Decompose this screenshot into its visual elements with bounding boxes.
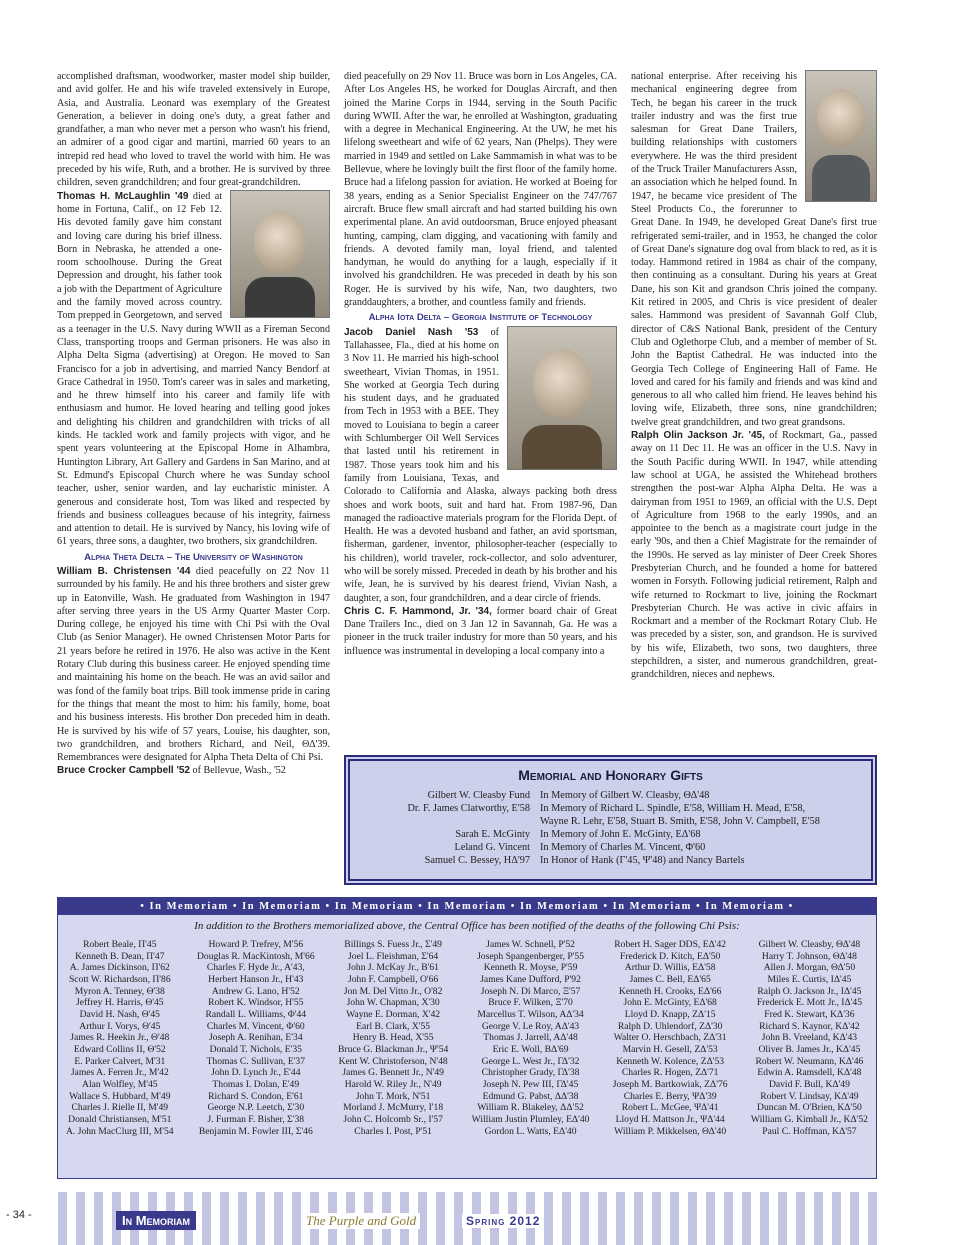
memoriam-name: James Kane Dufford, P'92 [480, 973, 581, 985]
memoriam-name: William G. Kimball Jr., KΔ'52 [750, 1113, 868, 1125]
memoriam-name: Harry T. Johnson, ΘΔ'48 [761, 950, 857, 962]
memorial-gifts-box [344, 755, 877, 885]
page-number: - 34 - [6, 1209, 32, 1221]
memoriam-name: Morland J. McMurry, I'18 [343, 1102, 444, 1114]
memoriam-name: A. John MacClurg III, M'54 [66, 1125, 174, 1137]
gift-row: Wayne R. Lehr, E'58, Stuart B. Smith, E'58, John V. Campbell, E'58 [540, 816, 820, 827]
hammond-name: Chris C. F. Hammond, Jr. '34, [344, 605, 492, 617]
memoriam-name: Miles E. Curtis, IΔ'45 [767, 973, 852, 985]
memoriam-name: J. Furman F. Bisher, Σ'38 [207, 1113, 305, 1125]
memoriam-column [751, 939, 868, 1137]
memoriam-columns [58, 939, 876, 1137]
memoriam-name: Wallace S. Hubbard, M'49 [69, 1090, 171, 1102]
memoriam-name: Richard S. Condon, E'61 [208, 1090, 304, 1102]
memoriam-name: Thomas I. Dolan, E'49 [212, 1078, 300, 1090]
memoriam-name: Thomas C. Sullivan, E'37 [206, 1055, 306, 1067]
memoriam-name: Marvin H. Gesell, ZΔ'53 [622, 1043, 718, 1055]
hammond-obit: Chris C. F. Hammond, Jr. '34, former board chair of Great Dane Trailers Inc., died on 3 Jan 12 in Savannah, Ga. He was a pioneer in the truck trailer industry for more than 50 years, and his influence was instrumental in developing a local company into a [344, 605, 617, 657]
memoriam-name: George V. Le Roy, AΔ'43 [481, 1020, 580, 1032]
memoriam-name: Edwin A. Ramsdell, KΔ'48 [757, 1067, 862, 1079]
memoriam-name: Charles R. Hogen, ZΔ'71 [621, 1067, 719, 1079]
memoriam-name: Lloyd H. Mattson Jr., ΨΔ'44 [615, 1113, 725, 1125]
memoriam-name: Richard S. Kaynor, KΔ'42 [759, 1020, 860, 1032]
memoriam-name: A. James Dickinson, Π'62 [69, 962, 170, 974]
memoriam-name: Kenneth B. Dean, Π'47 [75, 950, 165, 962]
memoriam-name: Earl B. Clark, X'55 [356, 1020, 431, 1032]
memoriam-name: Joel L. Fleishman, Σ'64 [348, 950, 439, 962]
memoriam-name: James R. Heekin Jr., Θ'48 [70, 1032, 170, 1044]
memoriam-name: Robert H. Sager DDS, EΔ'42 [614, 939, 727, 950]
memoriam-name: John D. Lynch Jr., E'44 [211, 1067, 301, 1079]
memoriam-column [613, 939, 728, 1137]
memoriam-name: Joseph A. Renihan, E'34 [208, 1032, 303, 1044]
section-tag: In Memoriam [116, 1211, 196, 1230]
memoriam-name: Joseph Spangenberger, P'55 [477, 950, 585, 962]
memoriam-column [66, 939, 174, 1137]
memoriam-name: Gordon L. Watts, EΔ'40 [484, 1125, 577, 1137]
memoriam-name: John J. McKay Jr., B'61 [347, 962, 439, 974]
memoriam-name: Kenneth W. Kolence, ZΔ'53 [616, 1055, 725, 1067]
memoriam-name: Billings S. Fuess Jr., Σ'49 [344, 939, 442, 950]
campbell-name: Bruce Crocker Campbell '52 [57, 765, 190, 777]
memoriam-name: Joseph N. Pew III, ΓΔ'45 [482, 1078, 579, 1090]
memoriam-name: Duncan M. O'Brien, KΔ'50 [757, 1102, 862, 1114]
nash-name: Jacob Daniel Nash '53 [344, 326, 479, 338]
memoriam-name: Charles I. Post, P'51 [354, 1125, 432, 1137]
memoriam-name: Frederick D. Kitch, EΔ'50 [619, 950, 721, 962]
memoriam-name: Eric E. Woll, BΔ'69 [492, 1043, 569, 1055]
memoriam-name: Robert K. Windsor, H'55 [208, 997, 304, 1009]
memoriam-name: Kenneth H. Crooks, EΔ'66 [618, 985, 722, 997]
memoriam-name: Arthur I. Vorys, Θ'45 [79, 1020, 161, 1032]
memoriam-name: Arthur D. Willis, EΔ'58 [624, 962, 716, 974]
memoriam-name: Allen J. Morgan, ΘΔ'50 [763, 962, 856, 974]
memoriam-name: Edward Collins II, Θ'52 [73, 1043, 166, 1055]
mclaughlin-obit: Thomas H. McLaughlin '49 died at home in Fortuna, Calif., on 12 Feb 12. His devoted family gave him constant and loving care during his brief illness. Born in Nebraska, he attended a one-room schoolhouse. During the Great Depression and drought, his father took a job with the Department of Agriculture and the family moved across country. Tom prepped in Georgetown, and served as a teenager in the U.S. Navy during WWII as a Fireman Second Class, transporting troops and German prisoners. He was also in Alpha Delta Sigma (advertising) at Oregon. He moved to San Francisco for a job in advertising, and married Nancy Bendorf at Grace Cathedral in 1950. Tom's career was in sales and marketing, and he threw himself into his career and family life with enthusiasm and humor. He loved hearing and telling good jokes and delighting his children and grandchildren with tricks of all kinds. He tackled work and family projects with vigor, and he spent years volunteering at the Episcopal Home in Alhambra, Huntington Library, Art Gallery and Gardens in San Marino, and at St. Edmund's Episcopal Church where he was Sunday school teacher, usher, senior warden, and lay eucharistic minister. A generous and considerate host, Tom was liked and respected by friends and business colleagues because of his integrity, fairness and attention to detail. He is survived by Nancy, his loving wife of 61 years, three sons, a daughter, two brothers, six grandchildren. [57, 190, 330, 548]
jackson-obit: Ralph Olin Jackson Jr. '45, of Rockmart, Ga., passed away on 11 Dec 11. He was an officer in the U.S. Navy in the South Pacific during WWII. In 1947, while attending law school at UGA, he assisted the Whitehead brothers strengthen the post-war Alpha Alpha Delta. He was a dairyman from 1951 to 1969, an official with the U.S. Dept of Agriculture from 1968 to the early 1990s, and an appointee to the bench as a magistrate court judge in the early '90s, and then a Chief Magistrate for the remainder of the 1990s. He served as lay minister of Deer Creek Shores Presbyterian Church, and he founded a home for battered women in Forsyth. Following judicial retirement, Ralph and wife returned to Rockmart to live, joining the Rockmart Presbyterian Church. He was active in civic affairs in Rockmart and a member of the Rockmart Rotary Club. He was preceded by a sister, son, and grandson. He is survived by his wife, Elizabeth, two sons, two daughters, three stepchildren, a sister, and numerous grandchildren, great-grandchildren, nieces and nephews. [631, 430, 877, 681]
column-3 [631, 70, 877, 682]
memoriam-name: William P. Mikkelsen, ΘΔ'40 [614, 1125, 727, 1137]
memoriam-name: E. Parker Calvert, M'31 [74, 1055, 166, 1067]
section-uw: Alpha Theta Delta – The University of Washington [84, 551, 303, 563]
memoriam-name: Thomas J. Jarrell, AΔ'48 [483, 1032, 578, 1044]
memoriam-name: George N.P. Leetch, Σ'30 [207, 1102, 305, 1114]
memoriam-name: Jeffrey H. Harris, Θ'45 [76, 997, 164, 1009]
memoriam-name: Robert V. Lindsay, KΔ'49 [760, 1090, 859, 1102]
memoriam-column [472, 939, 590, 1137]
hammond-photo [805, 70, 877, 202]
memoriam-header: • In Memoriam • In Memoriam • In Memoriam • In Memoriam • In Memoriam • In Memoriam • In Memoriam • [58, 898, 876, 915]
memoriam-column [338, 939, 448, 1137]
memoriam-name: Harold W. Riley Jr., N'49 [344, 1078, 442, 1090]
mclaughlin-photo [230, 190, 330, 318]
in-memoriam-panel [57, 897, 877, 1179]
memoriam-name: Charles F. Hyde Jr., A'43, [206, 962, 305, 974]
memoriam-name: Andrew G. Lano, H'52 [211, 985, 300, 997]
nash-obit: Jacob Daniel Nash '53 of Tallahassee, Fla., died at his home on 3 Nov 11. He married his high-school sweetheart, Vivian Thomas, in 1951. She worked at Georgia Tech during his student days, and he graduated from Tech in 1953 with a BEE. They moved to Louisiana to begin a career with Schlumberger Oil Well Services that lasted until his retirement in 1987. Those years took him and his family from Louisiana, Texas, and Colorado to California and Alaska, always packing both dress shoes and work boots, suit and hard hat. From 1987-96, Dan managed the radioactive materials program for the Florida Dept. of Health. He was a devoted husband and father, an avid sportsman, fisherman, gardener, inventor, philosopher-teacher (especially to his children), world traveler, rock-collector, and solo adventurer, who will be sorely missed. Preceded in death by his brother and his wife, Jean, he is survived by his dearest friend, Vivian Nash, a daughter, a son, four grandchildren, and a dear circle of friends. [344, 326, 617, 604]
memoriam-name: James W. Schnell, P'52 [486, 939, 575, 950]
memoriam-name: Alan Wolfley, M'45 [82, 1078, 158, 1090]
column-1 [57, 70, 330, 778]
memoriam-column [197, 939, 315, 1137]
memoriam-name: John W. Chapman, X'30 [346, 997, 440, 1009]
christensen-name: William B. Christensen '44 [57, 565, 191, 577]
memoriam-name: Benjamin M. Fowler III, Σ'46 [198, 1125, 313, 1137]
memoriam-name: Robert W. Neumann, KΔ'46 [755, 1055, 864, 1067]
memoriam-name: Bruce G. Blackman Jr., Ψ'54 [337, 1043, 449, 1055]
memoriam-name: John C. Holcomb Sr., I'57 [343, 1113, 443, 1125]
section-gt: Alpha Iota Delta – Georgia Institute of Technology [368, 312, 593, 324]
memoriam-name: John E. McGinty, EΔ'68 [623, 997, 717, 1009]
memoriam-name: Marcellus T. Wilson, AΔ'34 [477, 1008, 584, 1020]
memoriam-name: Douglas R. MacKintosh, M'66 [196, 950, 315, 962]
memoriam-name: Charles M. Vincent, Φ'60 [206, 1020, 305, 1032]
gift-row: Leland G. Vincent In Memory of Charles M. Vincent, Φ'60 [454, 842, 706, 853]
leonard-obit-end: accomplished draftsman, woodworker, master model ship builder, and avid golfer. He and his wife traveled extensively in Europe, Asia, and Australia. Leonard was exemplary of the Greatest Generation, a believer in doing one's duty, a great father and grandfather, a man who never met a person who wasn't his friend, an admirer of a good cigar and martini, married 60 years to an intrepid red head who loved to travel the world with him. He was preceded by his wife, Ruth, and a brother. He is survived by three children, seven grandchildren; and four great-grandchildren. [57, 71, 330, 189]
gift-row: Gilbert W. Cleasby Fund In Memory of Gilbert W. Cleasby, ΘΔ'48 [427, 790, 710, 801]
memoriam-name: James G. Bennett Jr., N'49 [342, 1067, 444, 1079]
memoriam-name: Fred K. Stewart, KΔ'36 [764, 1008, 855, 1020]
memoriam-name: Charles J. Rielle II, M'49 [71, 1102, 169, 1114]
memoriam-name: Lloyd D. Knapp, ZΔ'15 [624, 1008, 716, 1020]
memoriam-name: Scott W. Richardson, Π'86 [68, 973, 171, 985]
christensen-obit: William B. Christensen '44 died peacefully on 22 Nov 11 surrounded by his family. He and his three brothers and sister grew up in Eatonville, Wash. He graduated from Washington in 1947 after serving three years in the US Army Quarter Master Corp. During college, he enjoyed his time with Chi Psi with the Oval Club (as Senior Manager). He owned Christensen Motor Parts for 21 years before he retired in 1976. He also was active in the Kent Rotary Club during this business career. He enjoyed spending time and maintaining his home on the beach. He was an avid sailor and was fond of the family boat trips. Bill took immense pride in caring for the things that meant the most to him: his family, home, boat and his business interests. His brother Don preceded him in death. He is survived by his wife of 57 years, Louise, his daughter, son, two grandchildren, and brothers Richard, and Neil, ΘΔ'39. Remembrances were designated for Alpha Theta Delta of Chi Psi. [57, 565, 331, 764]
memoriam-name: Ralph O. Jackson Jr., IΔ'45 [757, 985, 862, 997]
memoriam-name: James C. Bell, EΔ'65 [629, 973, 711, 985]
memoriam-name: Charles E. Berry, ΨΔ'39 [623, 1090, 717, 1102]
page-footer [0, 1192, 960, 1245]
memoriam-name: Bruce F. Wilken, Ξ'70 [488, 997, 573, 1009]
memoriam-name: Randall L. Williams, Φ'44 [205, 1008, 307, 1020]
memoriam-name: Jon M. Del Vitto Jr., O'82 [343, 985, 443, 997]
memoriam-name: Donald Christiansen, M'51 [68, 1113, 172, 1125]
memoriam-name: Henry B. Head, X'55 [352, 1032, 434, 1044]
memoriam-intro: In addition to the Brothers memorialized above, the Central Office has been notified of the deaths of the following Chi Psis: [194, 920, 740, 932]
memoriam-name: David H. Nash, Θ'45 [79, 1008, 160, 1020]
memoriam-name: Walter O. Herschbach, ZΔ'31 [613, 1032, 727, 1044]
jackson-name: Ralph Olin Jackson Jr. '45, [631, 430, 765, 442]
memoriam-name: Ralph D. Uhlendorf, ZΔ'30 [617, 1020, 723, 1032]
memoriam-name: Frederick E. Mott Jr., IΔ'45 [756, 997, 862, 1009]
memoriam-name: John T. Mork, N'51 [355, 1090, 431, 1102]
memoriam-name: Christopher Grady, ΓΔ'38 [481, 1067, 580, 1079]
memoriam-name: Edmund G. Pabst, ΔΔ'38 [482, 1090, 579, 1102]
campbell-obit-cont: died peacefully on 29 Nov 11. Bruce was born in Los Angeles, CA. After Los Angeles HS, he worked for Douglas Aircraft, and then joined the Marine Corps in 1944, serving in the South Pacific during WWII. After the war, he enrolled at Washington, graduating with a degree in Mechanical Engineering. At the UW, he met his lifelong sweetheart and wife of 62 years, Nan (Phelps). They were married in 1949 and settled on Lake Sammamish in what was to be Bellevue, where he lovingly built the first floor of the family home. Bruce had a lifelong passion for aviation. He worked at Boeing for 38 years, ending as a Senior Specialist Engineer on the 747/767 aircraft. Bruce flew small aircraft and had started building his own experimental plane. An avid outdoorsman, Bruce enjoyed pheasant hunting, camping, clam digging, and vacationing with family and friends. A devoted family man, loyal friend, and talented handyman, he would do anything for a laugh, especially if it involved his grandchildren. He was preceded in death by his son Roger. He is survived by his wife, Nan, two daughters, two granddaughters, a brother, and countless family and friends. [344, 71, 617, 309]
hammond-obit-cont: national enterprise. After receiving his mechanical engineering degree from Tech, he began his career in the truck trailer industry and was the first true salesman for Great Dane Trailers, building relationships with customers everywhere. He was the third president of the Truck Trailer Manufacturers Assn, an association which he helped found. In 1947, he became vice president of The Steel Products Co., the forerunner to Great Dane. In 1949, he developed Great Dane's first true refrigerated semi-trailer, and in 1953, he changed the color of Great Dane's signature dog oval from black to red, as it is today. Hammond retired in 1984 as chair of the company, then continuing as a consultant. During his years at Great Dane, his son Kit and grandson Chris joined the company. Kit retired in 2005, and Chris is vice president of dealer sales. Hammond was president of Savannah Golf Club, director of C&S National Bank, president of the Century Club and Oglethorpe Club, and a member of member of St. John the Baptist Cathedral. He was inducted into the Georgia Tech College of Engineering Hall of Fame. He loved and cared for his family and friends and was kind and generous to all who called him friend. He leaves behind his loving wife, Elizabeth, three sons, nine grandchildren; twelve great grandchildren, and two great grandsons. [631, 71, 877, 428]
memoriam-name: Kenneth R. Moyse, P'59 [483, 962, 578, 974]
memoriam-name: Robert L. McGee, ΨΔ'41 [621, 1102, 719, 1114]
gifts-title: Memorial and Honorary Gifts [518, 767, 703, 783]
campbell-obit: Bruce Crocker Campbell '52 of Bellevue, Wash., '52 [57, 765, 286, 777]
gift-row: Sarah E. McGinty In Memory of John E. McGinty, EΔ'68 [455, 829, 701, 840]
memoriam-name: William Justin Plumley, EΔ'40 [471, 1113, 590, 1125]
memoriam-name: Joseph M. Bartkowiak, ZΔ'76 [612, 1078, 728, 1090]
issue-season: Spring 2012 [462, 1214, 544, 1228]
memoriam-name: Howard P. Trefrey, M'56 [208, 939, 304, 950]
memoriam-name: Paul C. Hoffman, KΔ'57 [762, 1125, 857, 1137]
memoriam-name: Herbert Hanson Jr., H'43 [208, 973, 304, 985]
gift-row: Dr. F. James Clatworthy, E'58 In Memory of Richard L. Spindle, E'58, William H. Mead, E'58, [407, 803, 806, 814]
memoriam-name: William R. Blakeley, ΔΔ'52 [477, 1102, 584, 1114]
nash-photo [507, 326, 617, 470]
memoriam-name: Donald T. Nichols, E'35 [209, 1043, 302, 1055]
memoriam-name: Robert Beale, Π'45 [83, 939, 157, 950]
memoriam-name: George L. West Jr., ΓΔ'32 [481, 1055, 580, 1067]
memoriam-name: Joseph N. Di Marco, Ξ'57 [480, 985, 581, 997]
gift-row: Samuel C. Bessey, HΔ'97 In Honor of Hank (Γ'45, Ψ'48) and Nancy Bartels [424, 855, 745, 866]
memoriam-name: John F. Campbell, O'66 [348, 973, 439, 985]
memoriam-name: Wayne E. Dorman, X'42 [346, 1008, 441, 1020]
memoriam-name: James A. Ferren Jr., M'42 [70, 1067, 169, 1079]
column-2 [344, 70, 617, 658]
memoriam-name: Gilbert W. Cleasby, ΘΔ'48 [758, 939, 861, 950]
memoriam-name: David F. Bull, KΔ'49 [768, 1078, 850, 1090]
memoriam-name: Myron A. Tenney, Θ'38 [74, 985, 165, 997]
publication-name: The Purple and Gold [302, 1213, 420, 1229]
mclaughlin-name: Thomas H. McLaughlin '49 [57, 190, 189, 202]
memoriam-name: Kent W. Christoferson, N'48 [338, 1055, 448, 1067]
memoriam-name: Oliver B. James Jr., KΔ'45 [758, 1043, 861, 1055]
memoriam-name: John B. Vreeland, KΔ'43 [761, 1032, 858, 1044]
